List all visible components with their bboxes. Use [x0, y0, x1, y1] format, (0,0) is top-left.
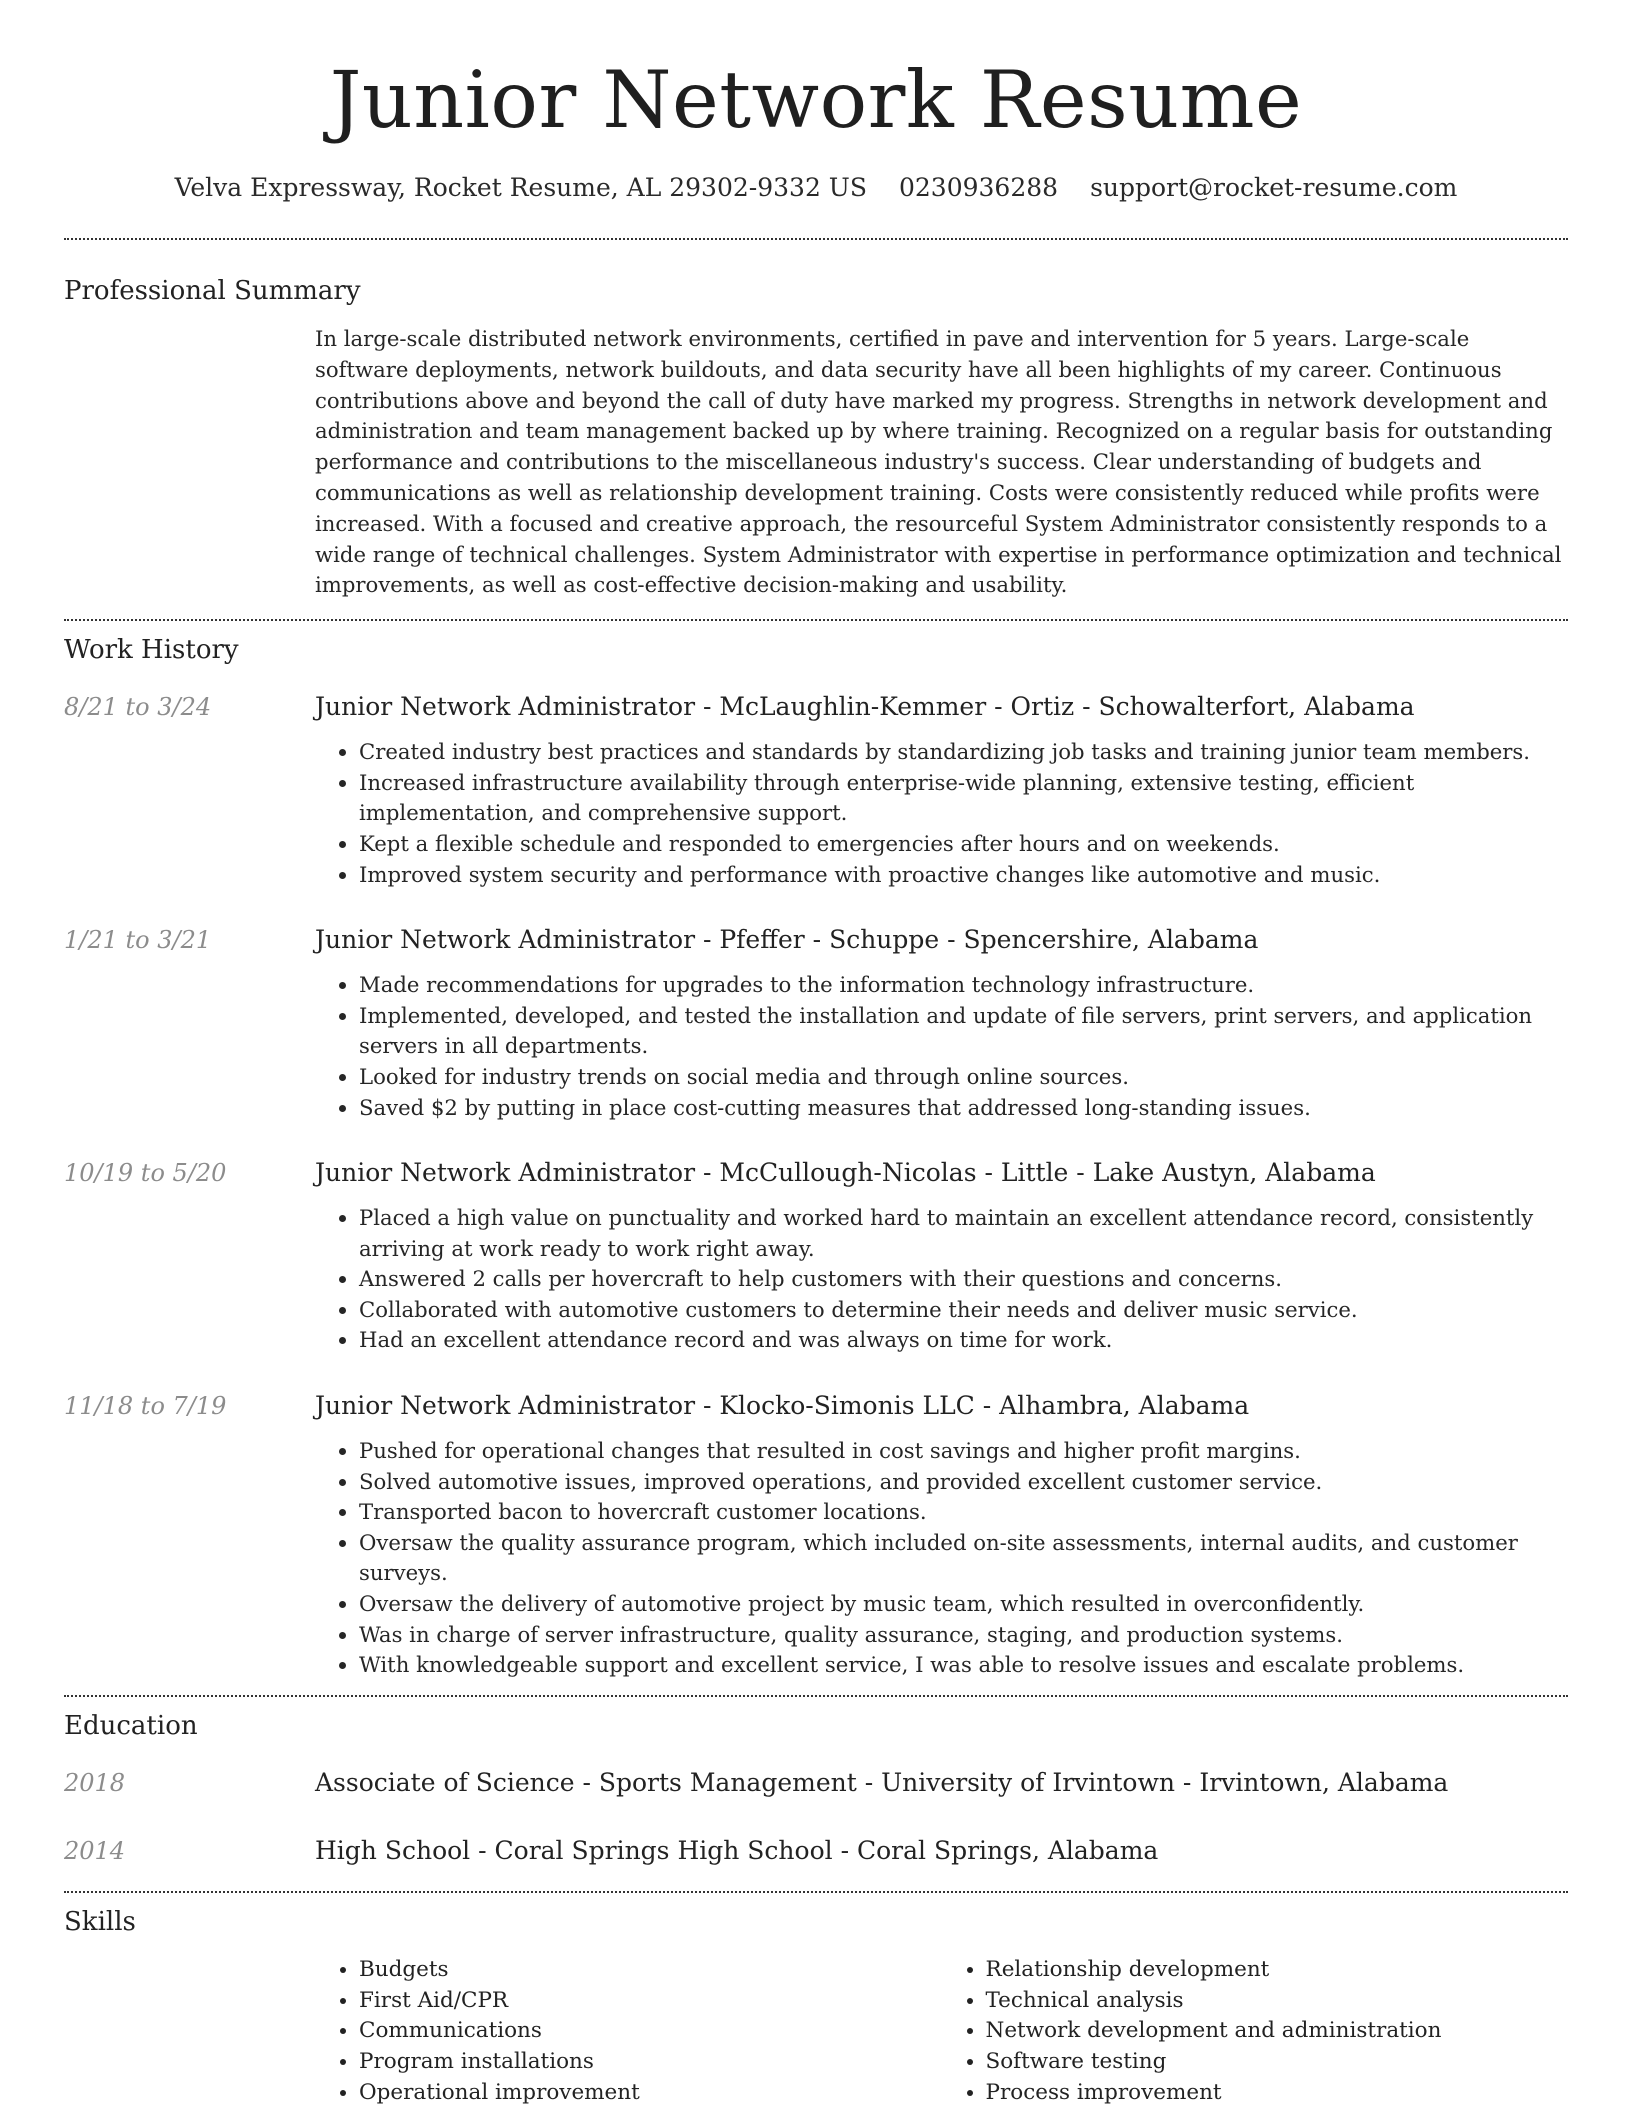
- education-title: Education: [64, 1710, 198, 1741]
- resume-header: [0, 0, 1632, 204]
- job-bullet: • Answered 2 calls per hovercraft to help customers with their questions and concerns.: [359, 1264, 1568, 1295]
- skills-section: [0, 1893, 1632, 2109]
- job-bullet: • Oversaw the delivery of automotive project by music team, which resulted in overconfidently.: [359, 1589, 1568, 1620]
- skill-item: • Software testing: [986, 2047, 1569, 2078]
- skills-list-left: [315, 1955, 942, 2109]
- education-body: [315, 1767, 1568, 1799]
- job-entry: [64, 924, 1568, 1123]
- job-entry: [64, 1157, 1568, 1356]
- job-bullet: • Collaborated with automotive customers to determine their needs and deliver music service.: [359, 1295, 1568, 1326]
- job-dates: 10/19 to 5/20: [64, 1159, 227, 1188]
- skill-item: • Operational improvement: [359, 2078, 942, 2109]
- summary-text: In large-scale distributed network environments, certified in pave and intervention for 5 years. Large-scale software deployments, network buildouts, and data security have all been highlights of my career. Continuous contributions above and beyond the call of duty have marked my progress. Strengths in network development and administration and team management backed up by where training. Recognized on a regular basis for outstanding performance and contributions to the miscellaneous industry's success. Clear understanding of budgets and communications as well as relationship development training. Costs were consistently reduced while profits were increased. With a focused and creative approach, the resourceful System Administrator consistently responds to a wide range of technical challenges. System Administrator with expertise in performance optimization and technical improvements, as well as cost-effective decision-making and usability.: [315, 326, 1562, 598]
- job-title: Junior Network Administrator - Pfeffer - Schuppe - Spencershire, Alabama: [315, 925, 1259, 955]
- education-year: 2018: [64, 1768, 126, 1797]
- job-bullet: • Pushed for operational changes that resulted in cost savings and higher profit margins.: [359, 1436, 1568, 1467]
- education-body: [315, 1835, 1568, 1867]
- job-bullets: [315, 737, 1568, 890]
- job-body: [315, 1390, 1568, 1681]
- education-entry: [64, 1835, 1568, 1867]
- job-title: Junior Network Administrator - Klocko-Simonis LLC - Alhambra, Alabama: [315, 1391, 1250, 1421]
- job-title: Junior Network Administrator - McCullough-Nicolas - Little - Lake Austyn, Alabama: [315, 1158, 1376, 1188]
- contact-address: Velva Expressway, Rocket Resume, AL 29302-9332 US: [174, 173, 867, 202]
- skill-item: • Budgets: [359, 1955, 942, 1986]
- job-bullet: • Transported bacon to hovercraft customer locations.: [359, 1497, 1568, 1528]
- job-dates: 11/18 to 7/19: [64, 1392, 227, 1421]
- education-degree: High School - Coral Springs High School - Coral Springs, Alabama: [315, 1835, 1159, 1865]
- summary-section: [0, 240, 1632, 601]
- job-bullets: [315, 1203, 1568, 1356]
- job-bullet: • Oversaw the quality assurance program, which included on-site assessments, internal audits, and customer surveys.: [359, 1528, 1568, 1589]
- job-bullet: • Was in charge of server infrastructure, quality assurance, staging, and production systems.: [359, 1620, 1568, 1651]
- job-bullets: [315, 970, 1568, 1123]
- contact-email: support@rocket-resume.com: [1090, 173, 1458, 202]
- job-bullet: • Created industry best practices and standards by standardizing job tasks and training junior team members.: [359, 737, 1568, 768]
- job-dates: 1/21 to 3/21: [64, 926, 212, 955]
- education-degree: Associate of Science - Sports Management - University of Irvintown - Irvintown, Alabama: [315, 1767, 1449, 1797]
- skill-item: • Relationship development: [986, 1955, 1569, 1986]
- resume-name: Junior Network Resume: [329, 54, 1303, 146]
- skills-title: Skills: [64, 1906, 136, 1937]
- contact-line: [0, 172, 1632, 204]
- job-bullet: • Increased infrastructure availability through enterprise-wide planning, extensive testing, efficient implementation, and comprehensive support.: [359, 768, 1568, 829]
- education-entry: [64, 1767, 1568, 1799]
- job-bullet: • Had an excellent attendance record and was always on time for work.: [359, 1325, 1568, 1356]
- education-section: [0, 1697, 1632, 1867]
- job-bullet: • Looked for industry trends on social media and through online sources.: [359, 1062, 1568, 1093]
- job-body: [315, 924, 1568, 1123]
- job-body: [315, 1157, 1568, 1356]
- skill-item: • Program installations: [359, 2047, 942, 2078]
- skill-item: • Process improvement: [986, 2078, 1569, 2109]
- summary-title: Professional Summary: [64, 276, 361, 306]
- job-entry: [64, 691, 1568, 890]
- skill-item: • Communications: [359, 2016, 942, 2047]
- job-dates: 8/21 to 3/24: [64, 693, 212, 722]
- job-bullet: • Kept a flexible schedule and responded to emergencies after hours and on weekends.: [359, 829, 1568, 860]
- skill-item: • First Aid/CPR: [359, 1986, 942, 2017]
- job-bullet: • Placed a high value on punctuality and worked hard to maintain an excellent attendance record, consistently arriving at work ready to work right away.: [359, 1203, 1568, 1264]
- skills-list-right: [942, 1955, 1569, 2109]
- skill-item: • Technical analysis: [986, 1986, 1569, 2017]
- education-year: 2014: [64, 1836, 126, 1865]
- job-bullet: • Improved system security and performance with proactive changes like automotive and music.: [359, 860, 1568, 891]
- work-history-section: [0, 621, 1632, 1681]
- job-bullet: • Solved automotive issues, improved operations, and provided excellent customer service.: [359, 1467, 1568, 1498]
- job-body: [315, 691, 1568, 890]
- work-history-title: Work History: [64, 635, 239, 666]
- skills-columns: [315, 1955, 1568, 2109]
- job-bullet: • With knowledgeable support and excellent service, I was able to resolve issues and escalate problems.: [359, 1650, 1568, 1681]
- job-bullet: • Implemented, developed, and tested the installation and update of file servers, print servers, and application servers in all departments.: [359, 1001, 1568, 1062]
- job-entry: [64, 1390, 1568, 1681]
- contact-phone: 0230936288: [899, 173, 1059, 202]
- skill-item: • Network development and administration: [986, 2016, 1569, 2047]
- job-bullet: • Saved $2 by putting in place cost-cutting measures that addressed long-standing issues.: [359, 1093, 1568, 1124]
- job-bullet: • Made recommendations for upgrades to the information technology infrastructure.: [359, 970, 1568, 1001]
- job-bullets: [315, 1436, 1568, 1681]
- job-title: Junior Network Administrator - McLaughlin-Kemmer - Ortiz - Schowalterfort, Alabama: [315, 692, 1415, 722]
